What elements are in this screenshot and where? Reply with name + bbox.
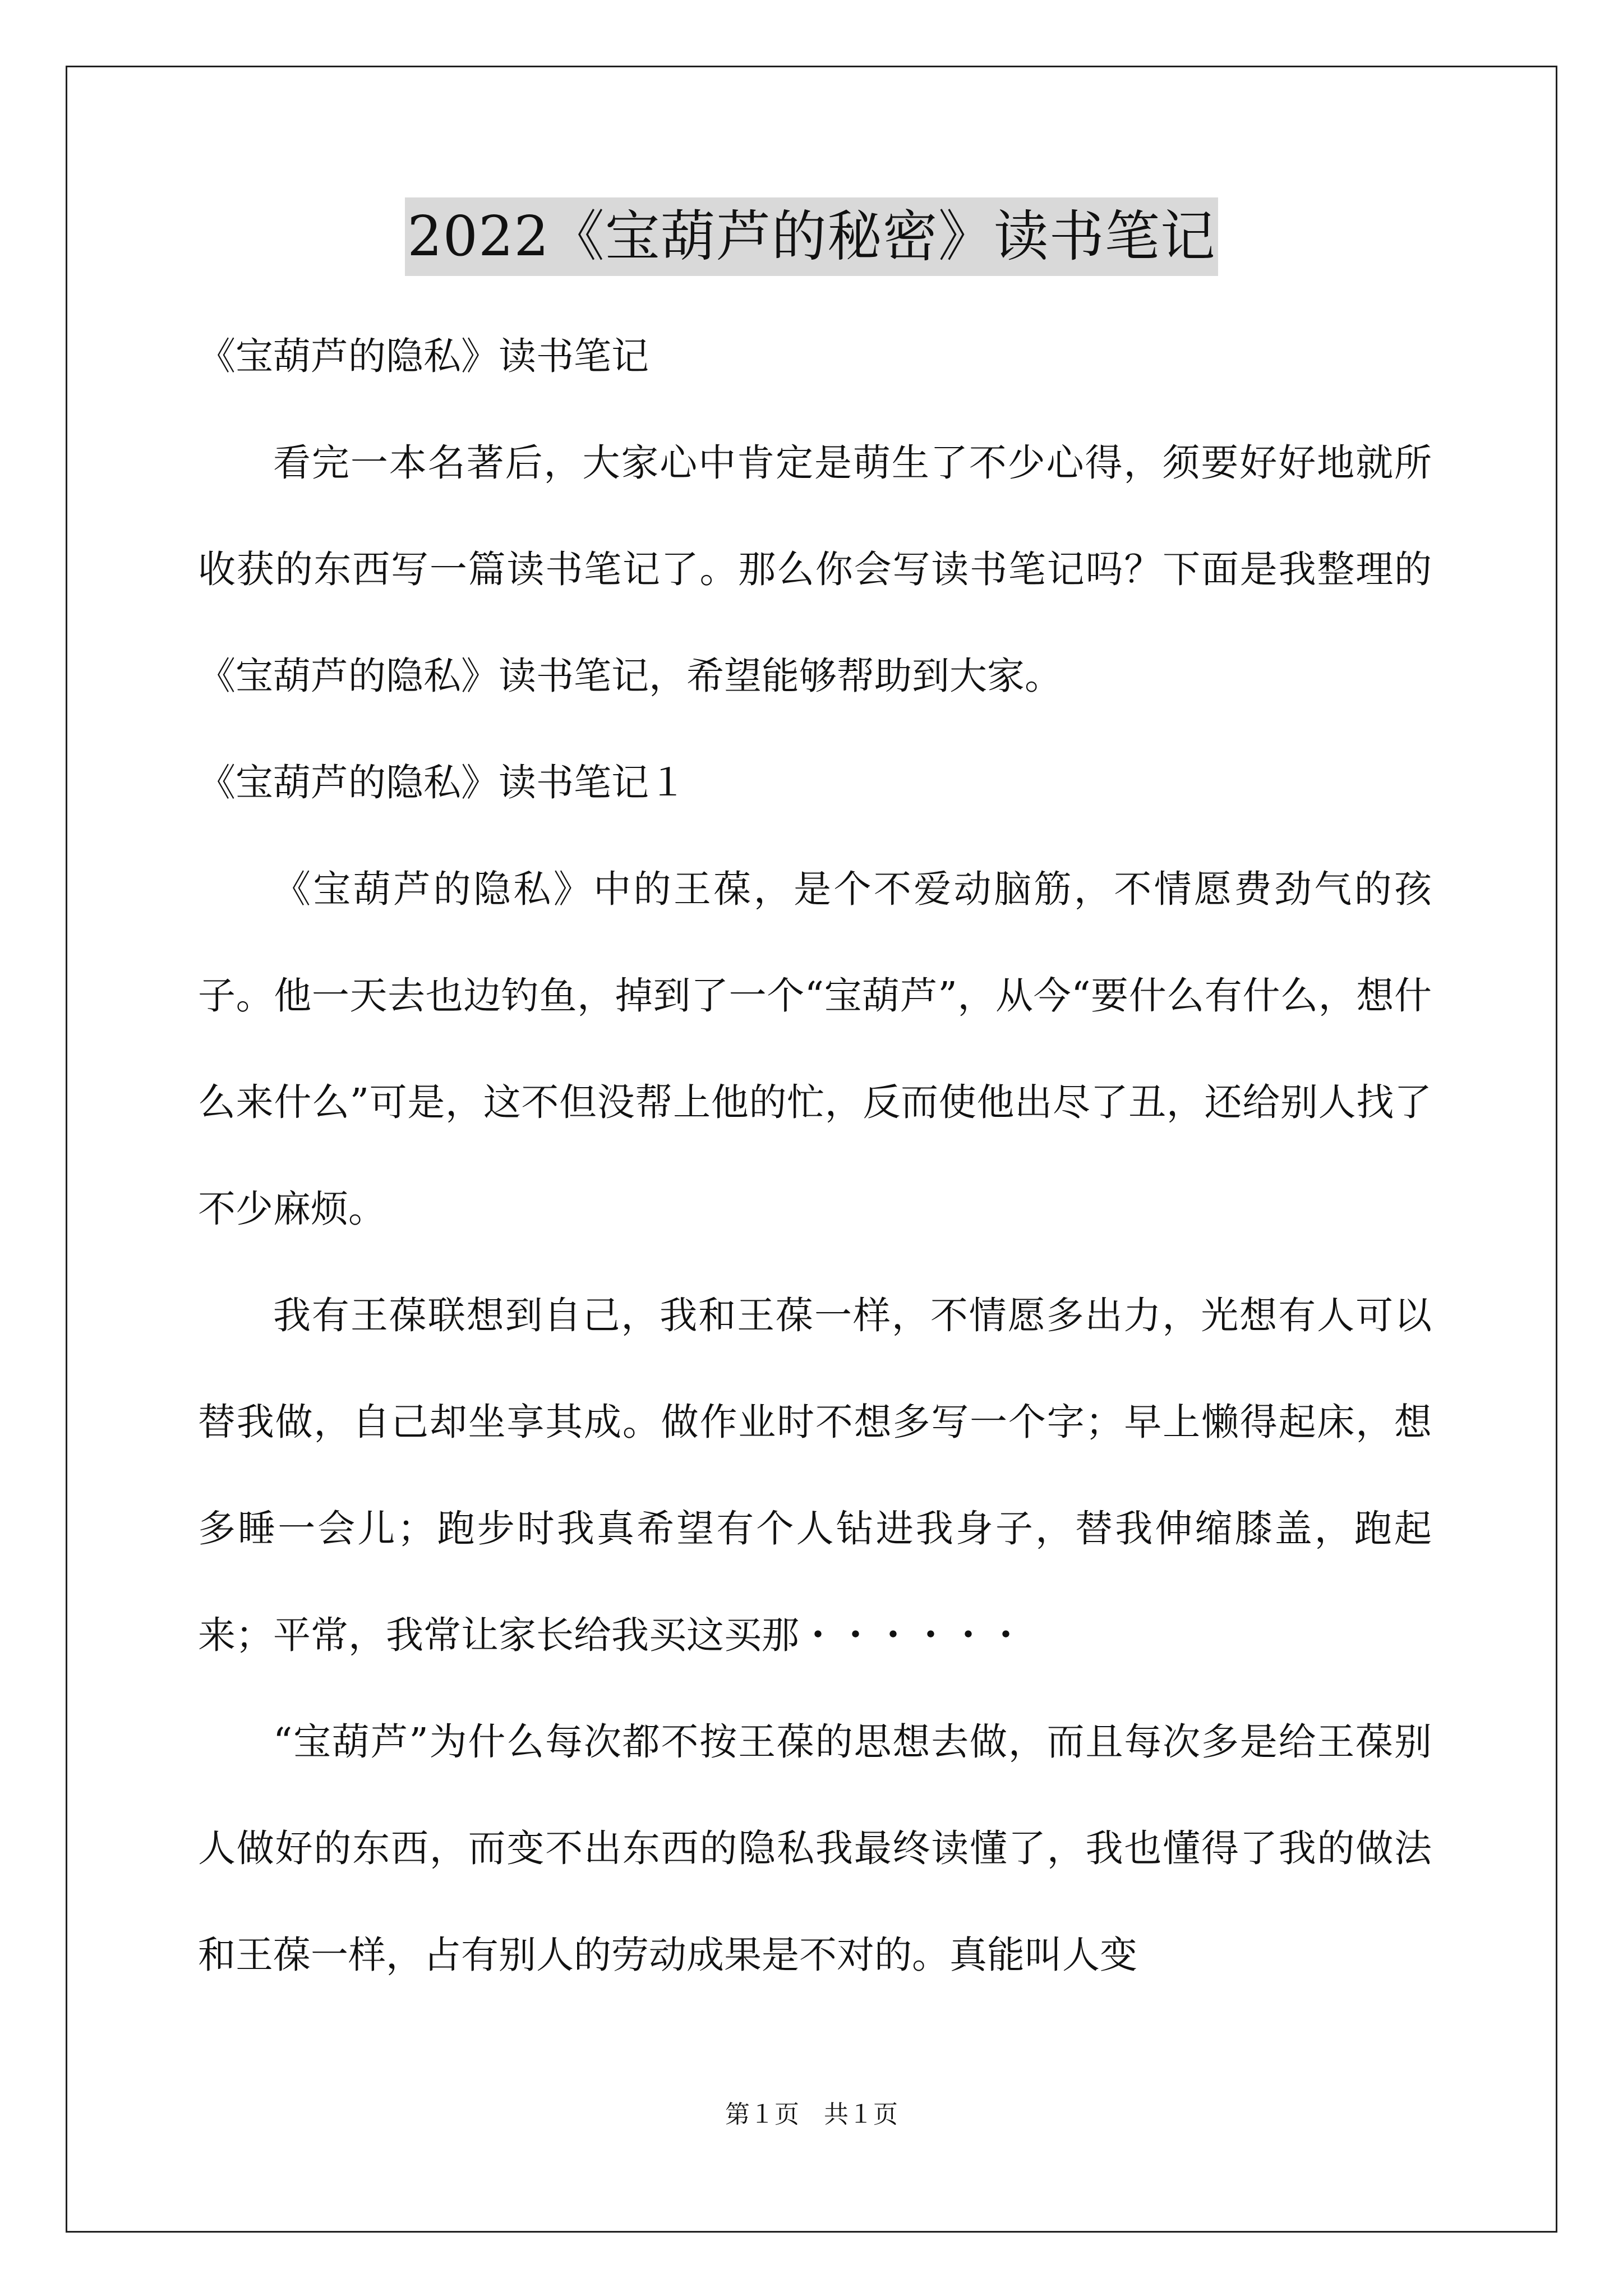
paragraph: 我有王葆联想到自己，我和王葆一样，不情愿多出力，光想有人可以替我做，自己却坐享其成。做作业时不想多写一个字；早上懒得起床，想多睡一会儿；跑步时我真希望有个人钻进我身子，替我伸缩膝盖，跑起来；平常，我常让家长给我买这买那・・・・・・ (198, 1294, 1432, 1657)
document-title: 2022《宝葫芦的秘密》读书笔记 (405, 197, 1218, 276)
paragraph: “宝葫芦”为什么每次都不按王葆的思想去做，而且每次多是给王葆别人做好的东西，而变不出东西的隐私我最终读懂了，我也懂得了我的做法和王葆一样，占有别人的劳动成果是不对的。真能叫人变 (198, 1720, 1432, 1977)
paragraph: 《宝葫芦的隐私》中的王葆，是个不爱动脑筋，不情愿费劲气的孩子。他一天去也边钓鱼，掉到了一个“宝葫芦”，从今“要什么有什么，想什么来什么”可是，这不但没帮上他的忙，反而使他出尽了丑，还给别人找了不少麻烦。 (198, 867, 1432, 1231)
title-area (0, 197, 1623, 276)
section-heading: 《宝葫芦的隐私》读书笔记 (198, 334, 649, 378)
page-number-footer: 第１页 共１页 (725, 2100, 898, 2129)
paragraph: 看完一本名著后，大家心中肯定是萌生了不少心得，须要好好地就所收获的东西写一篇读书笔记了。那么你会写读书笔记吗？下面是我整理的《宝葫芦的隐私》读书笔记，希望能够帮助到大家。 (198, 441, 1432, 698)
section-heading: 《宝葫芦的隐私》读书笔记１ (198, 761, 686, 804)
document-body (198, 303, 1432, 2008)
